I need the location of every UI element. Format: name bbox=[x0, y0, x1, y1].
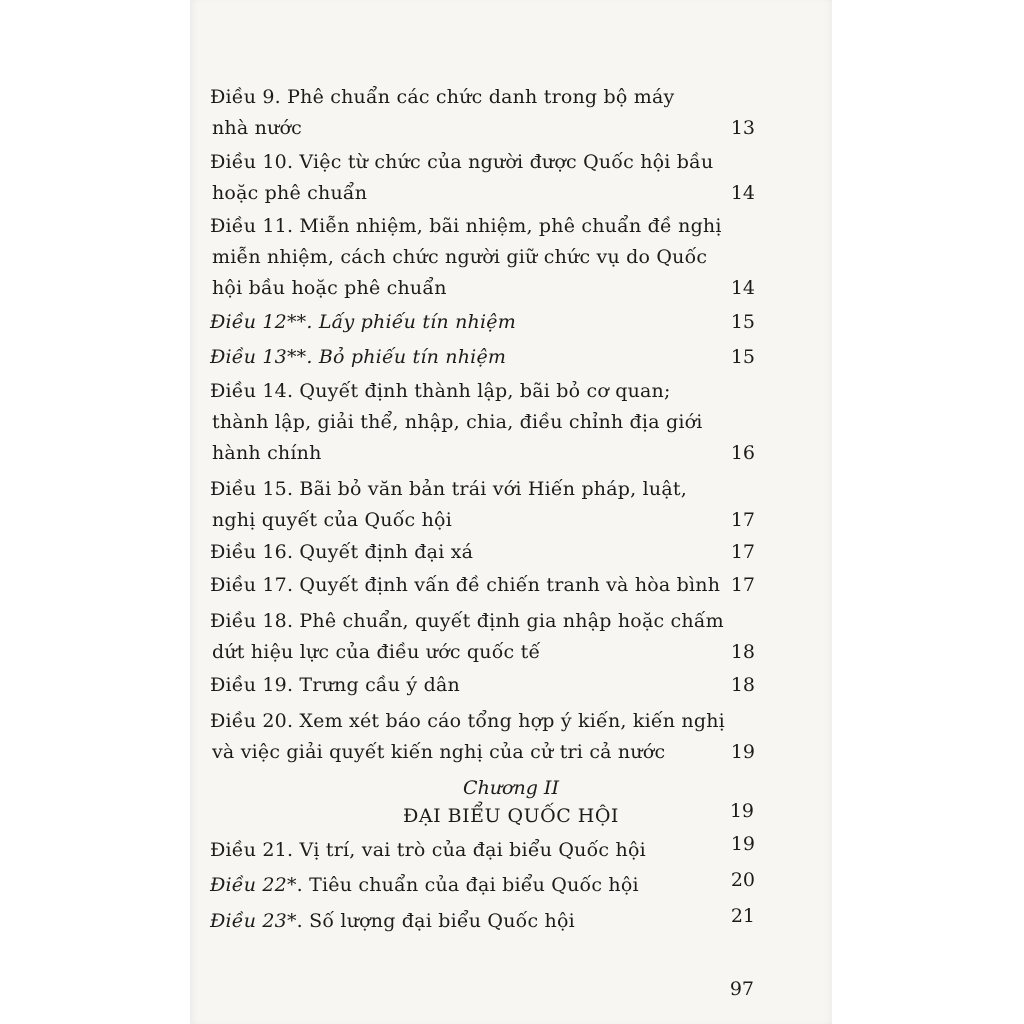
entry-line: Điều 9. Phê chuẩn các chức danh trong bộ máy bbox=[210, 86, 675, 108]
entry-prefix: Điều 12** bbox=[210, 311, 307, 333]
entry-line: thành lập, giải thể, nhập, chia, điều chỉnh địa giới bbox=[212, 411, 703, 433]
entry-line bbox=[210, 342, 755, 373]
entry-title: . Số lượng đại biểu Quốc hội bbox=[296, 910, 575, 932]
entry-prefix: Điều 23* bbox=[210, 910, 297, 932]
entry-page: 15 bbox=[730, 311, 755, 333]
entry-line: Điều 10. Việc từ chức của người được Quốc hội bầu bbox=[210, 151, 714, 173]
toc-entry bbox=[210, 835, 755, 866]
entry-line: nhà nước bbox=[212, 117, 302, 139]
entry-line: Điều 16. Quyết định đại xá bbox=[210, 541, 474, 563]
toc-entry bbox=[210, 376, 755, 469]
entry-prefix: Điều 21 bbox=[210, 839, 287, 861]
entry-line: Điều 15. Bãi bỏ văn bản trái với Hiến pháp, luật, bbox=[210, 478, 687, 500]
entry-page: 19 bbox=[730, 833, 755, 855]
entry-line bbox=[210, 906, 755, 937]
entry-line bbox=[210, 870, 755, 901]
entry-page: 16 bbox=[730, 442, 755, 464]
toc-entry bbox=[210, 670, 755, 701]
entry-page: 15 bbox=[730, 346, 755, 368]
entry-page: 19 bbox=[730, 741, 755, 763]
toc-entry bbox=[210, 537, 755, 568]
entry-title: . Bỏ phiếu tín nhiệm bbox=[306, 346, 507, 368]
page-number: 97 bbox=[729, 978, 754, 1000]
toc-entry bbox=[210, 706, 755, 768]
toc-entry bbox=[210, 211, 755, 304]
book-page bbox=[190, 0, 832, 1024]
entry-page: 18 bbox=[730, 641, 755, 663]
entry-line: Điều 18. Phê chuẩn, quyết định gia nhập hoặc chấm bbox=[210, 610, 724, 632]
entry-page: 20 bbox=[730, 869, 755, 891]
entry-line: Điều 11. Miễn nhiệm, bãi nhiệm, phê chuẩn đề nghị bbox=[210, 215, 722, 237]
toc-entry bbox=[210, 147, 755, 209]
entry-page: 13 bbox=[730, 117, 755, 139]
entry-line: Điều 20. Xem xét báo cáo tổng hợp ý kiến, kiến nghị bbox=[210, 710, 725, 732]
toc-entry bbox=[210, 570, 755, 601]
entry-title: . Tiêu chuẩn của đại biểu Quốc hội bbox=[296, 874, 639, 896]
entry-line bbox=[210, 835, 755, 866]
toc-entry bbox=[210, 870, 755, 901]
entry-page: 14 bbox=[730, 277, 755, 299]
toc-entry bbox=[210, 342, 755, 373]
entry-line: nghị quyết của Quốc hội bbox=[212, 509, 452, 531]
toc-entry bbox=[210, 906, 755, 937]
entry-line: Điều 19. Trưng cầu ý dân bbox=[210, 674, 460, 696]
entry-page: 14 bbox=[730, 182, 755, 204]
entry-line: hành chính bbox=[212, 442, 322, 464]
toc-entry bbox=[210, 82, 755, 144]
table-of-contents bbox=[190, 0, 832, 1024]
chapter-label: Chương II bbox=[463, 777, 559, 799]
entry-prefix: Điều 22* bbox=[210, 874, 297, 896]
entry-line: Điều 14. Quyết định thành lập, bãi bỏ cơ quan; bbox=[210, 380, 671, 402]
entry-line bbox=[210, 307, 755, 338]
entry-line: dứt hiệu lực của điều ước quốc tế bbox=[212, 641, 541, 663]
entry-page: 17 bbox=[730, 541, 755, 563]
toc-entry bbox=[210, 474, 755, 536]
entry-line: hoặc phê chuẩn bbox=[212, 182, 368, 204]
entry-title: . Lấy phiếu tín nhiệm bbox=[306, 311, 516, 333]
toc-entry bbox=[210, 606, 755, 668]
entry-line: hội bầu hoặc phê chuẩn bbox=[212, 277, 447, 299]
chapter-title: ĐẠI BIỂU QUỐC HỘI bbox=[403, 805, 619, 827]
entry-line: miễn nhiệm, cách chức người giữ chức vụ do Quốc bbox=[212, 246, 708, 268]
entry-title: . Vị trí, vai trò của đại biểu Quốc hội bbox=[286, 839, 646, 861]
entry-line: và việc giải quyết kiến nghị của cử tri cả nước bbox=[212, 741, 666, 763]
entry-page: 17 bbox=[730, 574, 755, 596]
chapter-page: 19 bbox=[729, 800, 754, 822]
entry-page: 18 bbox=[730, 674, 755, 696]
entry-line: Điều 17. Quyết định vấn đề chiến tranh và hòa bình bbox=[210, 574, 721, 596]
entry-prefix: Điều 13** bbox=[210, 346, 307, 368]
toc-entry bbox=[210, 307, 755, 338]
entry-page: 17 bbox=[730, 509, 755, 531]
entry-page: 21 bbox=[730, 905, 755, 927]
